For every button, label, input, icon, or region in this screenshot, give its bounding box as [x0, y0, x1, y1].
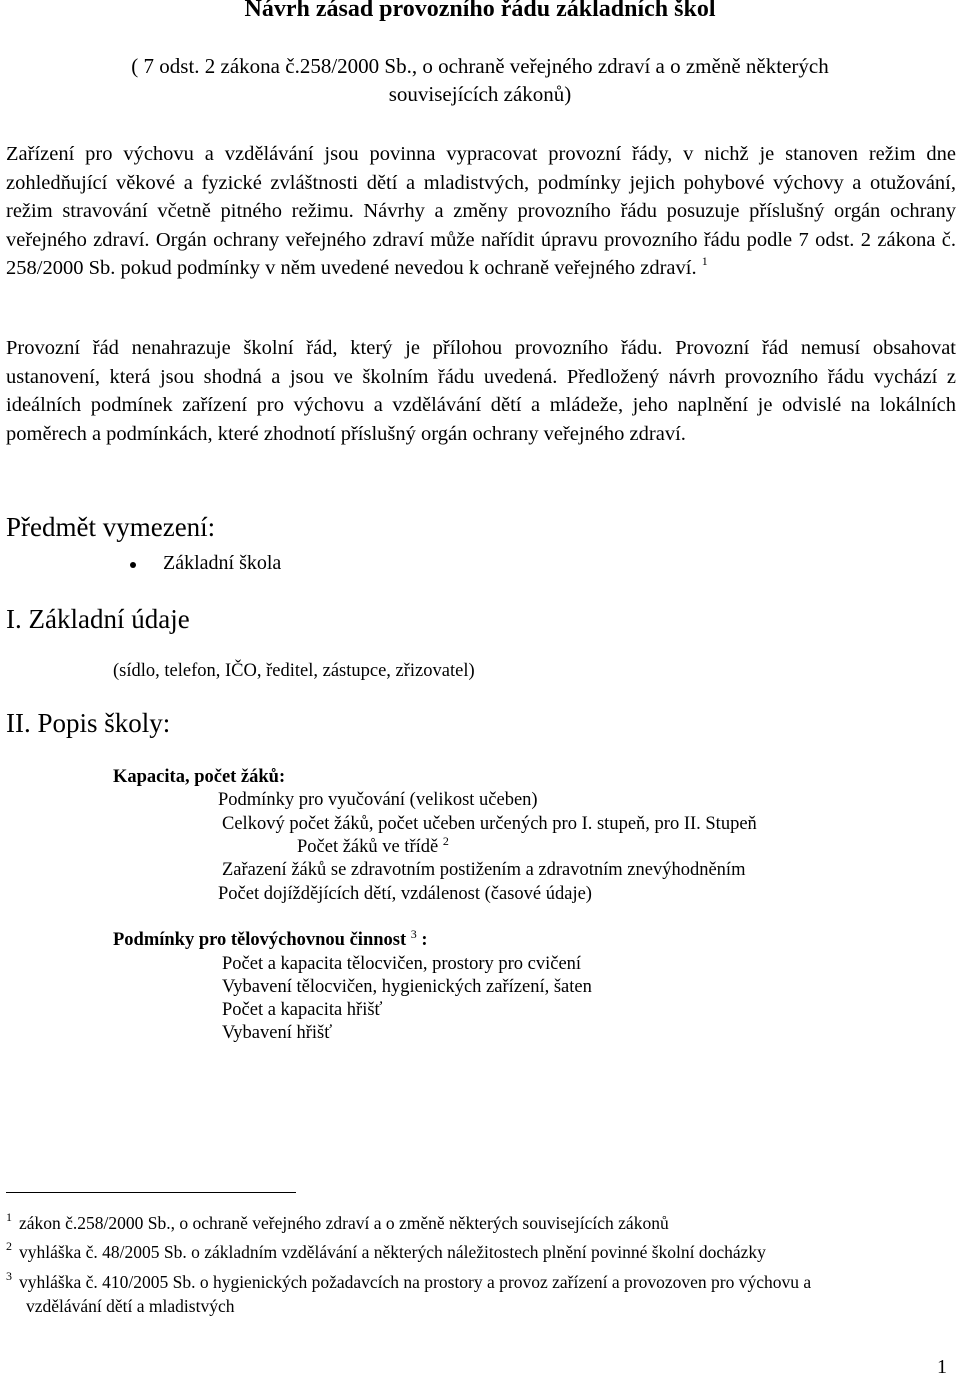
section-1-note: (sídlo, telefon, IČO, ředitel, zástupce, zřizovatel) — [113, 661, 475, 681]
document-subtitle — [0, 52, 960, 108]
second-paragraph: Provozní řád nenahrazuje školní řád, který je přílohou provozního řádu. Provozní řád nemusí obsahovat ustanovení, která jsou shodná a jsou ve školním řádu uvedená. Předložený návrh provozního řádu vychází z ideálních podmínek zařízení pro výchovu a vzdělávání dětí a mládeže, jeho naplnění je odvislé na lokálních poměrech a podmínkách, které zhodnotí příslušný orgán ochrany veřejného zdraví. — [6, 337, 956, 445]
predmet-bullet-text: Základní škola — [163, 552, 282, 574]
footnote-number: 3 — [6, 1269, 12, 1283]
kapacita-item: Podmínky pro vyučování (velikost učeben) — [218, 790, 538, 810]
kapacita-heading: Kapacita, počet žáků: — [113, 767, 286, 787]
telovychova-heading — [113, 927, 428, 951]
footnote-2 — [6, 1240, 956, 1264]
bullet-icon — [130, 562, 136, 568]
telovychova-item: Počet a kapacita tělocvičen, prostory pro cvičení — [222, 954, 582, 974]
subtitle-line-2: souvisejících zákonů) — [388, 82, 572, 106]
kapacita-item: Zařazení žáků se zdravotním postižením a zdravotním znevýhodněním — [222, 860, 746, 880]
kapacita-item: Počet dojíždějících dětí, vzdálenost (časové údaje) — [218, 884, 592, 904]
telovychova-item: Vybavení hřišť — [222, 1023, 333, 1043]
footnote-number: 2 — [6, 1239, 12, 1253]
footnote-ref-2: 2 — [442, 834, 449, 848]
footnote-text-continued: vzdělávání dětí a mladistvých — [26, 1296, 235, 1316]
section-2-heading: II. Popis školy: — [6, 708, 171, 738]
kapacita-item: Celkový počet žáků, počet učeben určených pro I. stupeň, pro II. Stupeň — [222, 814, 757, 834]
footnote-3 — [6, 1270, 956, 1318]
intro-paragraph-text: Zařízení pro výchovu a vzdělávání jsou povinna vypracovat provozní řády, v nichž je stanoven režim dne zohledňující věkové a fyzické zvláštnosti dětí a mladistvých, podmínky jejich pohybové výchovy a otužování, režim stravování včetně pitného režimu. Návrhy a změny provozního řádu posuzuje příslušný orgán ochrany veřejného zdraví. Orgán ochrany veřejného zdraví může nařídit úpravu provozního řádu podle 7 odst. 2 zákona č. 258/2000 Sb. pokud podmínky v něm uvedené nevedou k ochraně veřejného zdraví. — [6, 143, 956, 280]
telovychova-item: Vybavení tělocvičen, hygienických zařízení, šaten — [222, 977, 592, 997]
footnote-ref-3: 3 — [410, 927, 417, 941]
footnote-number: 1 — [6, 1210, 12, 1224]
footnote-1 — [6, 1211, 956, 1235]
section-1-heading: I. Základní údaje — [6, 604, 190, 634]
predmet-heading: Předmět vymezení: — [6, 512, 216, 542]
footnote-text: vyhláška č. 48/2005 Sb. o základním vzdělávání a některých náležitostech plnění povinné školní docházky — [19, 1242, 766, 1262]
subtitle-line-1: ( 7 odst. 2 zákona č.258/2000 Sb., o ochraně veřejného zdraví a o změně některých — [131, 54, 829, 78]
telovychova-item: Počet a kapacita hřišť — [222, 1000, 383, 1020]
footnote-text: vyhláška č. 410/2005 Sb. o hygienických požadavcích na prostory a provoz zařízení a provozoven pro výchovu a — [19, 1272, 812, 1292]
document-title: Návrh zásad provozního řádu základních škol — [244, 0, 716, 22]
intro-paragraph — [6, 140, 956, 283]
kapacita-item — [297, 834, 449, 858]
footnote-divider — [6, 1192, 296, 1193]
kapacita-item-text: Počet žáků ve třídě — [297, 837, 439, 857]
telovychova-heading-suffix: : — [416, 930, 428, 950]
telovychova-heading-text: Podmínky pro tělovýchovnou činnost — [113, 930, 407, 950]
footnote-ref-1: 1 — [701, 254, 708, 269]
predmet-bullet-item — [130, 552, 281, 575]
page-number: 1 — [937, 1356, 947, 1378]
footnote-text: zákon č.258/2000 Sb., o ochraně veřejného zdraví a o změně některých souvisejících zákonů — [19, 1213, 669, 1233]
